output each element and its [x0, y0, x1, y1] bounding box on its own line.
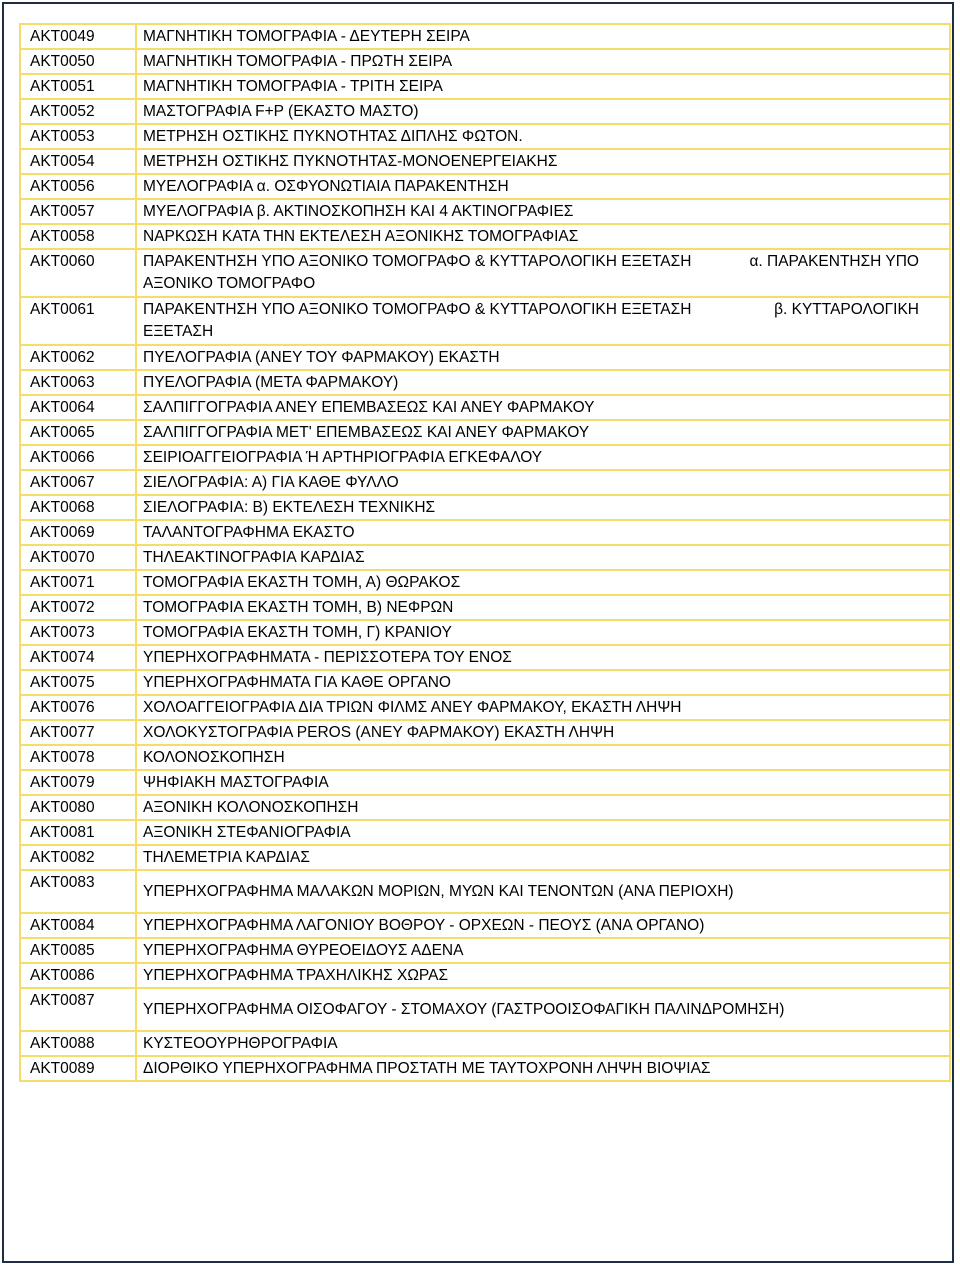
- exam-description-cell: ΜΑΓΝΗΤΙΚΗ ΤΟΜΟΓΡΑΦΙΑ - ΤΡΙΤΗ ΣΕΙΡΑ: [136, 74, 950, 99]
- table-row: [20, 820, 950, 845]
- exam-code-cell: ΑΚΤ0074: [20, 645, 136, 670]
- table-row: [20, 395, 950, 420]
- table-row: [20, 199, 950, 224]
- exam-description-continuation: ΕΞΕΤΑΣΗ: [143, 323, 214, 340]
- exam-code-cell: ΑΚΤ0073: [20, 620, 136, 645]
- exam-code-cell: ΑΚΤ0062: [20, 345, 136, 370]
- exam-description-cell: ΔΙΟΡΘΙΚΟ ΥΠΕΡΗΧΟΓΡΑΦΗΜΑ ΠΡΟΣΤΑΤΗ ΜΕ ΤΑΥΤΟΧΡΟΝΗ ΛΗΨΗ ΒΙΟΨΙΑΣ: [136, 1056, 950, 1081]
- exam-description-cell: ΜΑΣΤΟΓΡΑΦΙΑ F+P (ΕΚΑΣΤΟ ΜΑΣΤΟ): [136, 99, 950, 124]
- exam-description-cell: ΥΠΕΡΗΧΟΓΡΑΦΗΜΑ ΛΑΓΟΝΙΟΥ ΒΟΘΡΟΥ - ΟΡΧΕΩΝ - ΠΕΟΥΣ (ΑΝΑ ΟΡΓΑΝΟ): [136, 913, 950, 938]
- exam-code-cell: ΑΚΤ0072: [20, 595, 136, 620]
- table-row: [20, 224, 950, 249]
- exam-description-line: [143, 251, 949, 273]
- exam-description-cell: [136, 297, 950, 345]
- exam-code-cell: ΑΚΤ0063: [20, 370, 136, 395]
- exam-description-cell: ΤΟΜΟΓΡΑΦΙΑ ΕΚΑΣΤΗ ΤΟΜΗ, Β) ΝΕΦΡΩΝ: [136, 595, 950, 620]
- table-row: [20, 1031, 950, 1056]
- exam-description-cell: ΣΑΛΠΙΓΓΟΓΡΑΦΙΑ ΑΝΕΥ ΕΠΕΜΒΑΣΕΩΣ ΚΑΙ ΑΝΕΥ ΦΑΡΜΑΚΟΥ: [136, 395, 950, 420]
- exam-code-cell: ΑΚΤ0067: [20, 470, 136, 495]
- exam-code-cell: ΑΚΤ0052: [20, 99, 136, 124]
- table-row: [20, 420, 950, 445]
- exam-code-cell: ΑΚΤ0054: [20, 149, 136, 174]
- table-row: [20, 870, 950, 913]
- table-row: [20, 963, 950, 988]
- exam-code-cell: ΑΚΤ0078: [20, 745, 136, 770]
- exam-description-cell: ΣΙΕΛΟΓΡΑΦΙΑ: Α) ΓΙΑ ΚΑΘΕ ΦΥΛΛΟ: [136, 470, 950, 495]
- exam-code-cell: ΑΚΤ0068: [20, 495, 136, 520]
- exam-description-cell: ΥΠΕΡΗΧΟΓΡΑΦΗΜΑΤΑ - ΠΕΡΙΣΣΟΤΕΡΑ ΤΟΥ ΕΝΟΣ: [136, 645, 950, 670]
- exam-code-cell: ΑΚΤ0077: [20, 720, 136, 745]
- table-row: [20, 445, 950, 470]
- exam-code-cell: ΑΚΤ0075: [20, 670, 136, 695]
- exam-description-cell: ΥΠΕΡΗΧΟΓΡΑΦΗΜΑ ΟΙΣΟΦΑΓΟΥ - ΣΤΟΜΑΧΟΥ (ΓΑΣΤΡΟΟΙΣΟΦΑΓΙΚΗ ΠΑΛΙΝΔΡΟΜΗΣΗ): [136, 988, 950, 1031]
- exam-description-cell: ΝΑΡΚΩΣΗ ΚΑΤΑ ΤΗΝ ΕΚΤΕΛΕΣΗ ΑΞΟΝΙΚΗΣ ΤΟΜΟΓΡΑΦΙΑΣ: [136, 224, 950, 249]
- exam-code-cell: ΑΚΤ0060: [20, 249, 136, 297]
- exam-code-cell: ΑΚΤ0087: [20, 988, 136, 1031]
- exam-description-cell: ΣΙΕΛΟΓΡΑΦΙΑ: Β) ΕΚΤΕΛΕΣΗ ΤΕΧΝΙΚΗΣ: [136, 495, 950, 520]
- table-row: [20, 913, 950, 938]
- exam-description-continuation: ΑΞΟΝΙΚΟ ΤΟΜΟΓΡΑΦΟ: [143, 275, 316, 292]
- exam-code-cell: ΑΚΤ0061: [20, 297, 136, 345]
- exam-code-cell: ΑΚΤ0064: [20, 395, 136, 420]
- exam-code-cell: ΑΚΤ0066: [20, 445, 136, 470]
- table-row: [20, 845, 950, 870]
- exam-code-cell: ΑΚΤ0049: [20, 24, 136, 49]
- exam-description-suffix: β. ΚΥΤΤΑΡΟΛΟΓΙΚΗ: [774, 301, 919, 318]
- exam-description-suffix: α. ΠΑΡΑΚΕΝΤΗΣΗ ΥΠΟ: [749, 253, 919, 270]
- exam-description-cell: ΨΗΦΙΑΚΗ ΜΑΣΤΟΓΡΑΦΙΑ: [136, 770, 950, 795]
- exam-codes-table: [19, 23, 951, 1082]
- exam-code-cell: ΑΚΤ0070: [20, 545, 136, 570]
- exam-description-cell: ΠΥΕΛΟΓΡΑΦΙΑ (ΜΕΤΑ ΦΑΡΜΑΚΟΥ): [136, 370, 950, 395]
- exam-code-cell: ΑΚΤ0089: [20, 1056, 136, 1081]
- exam-description-cell: ΤΗΛΕΑΚΤΙΝΟΓΡΑΦΙΑ ΚΑΡΔΙΑΣ: [136, 545, 950, 570]
- exam-description-cell: ΜΑΓΝΗΤΙΚΗ ΤΟΜΟΓΡΑΦΙΑ - ΔΕΥΤΕΡΗ ΣΕΙΡΑ: [136, 24, 950, 49]
- exam-description-cell: ΥΠΕΡΗΧΟΓΡΑΦΗΜΑ ΘΥΡΕΟΕΙΔΟΥΣ ΑΔΕΝΑ: [136, 938, 950, 963]
- table-row: [20, 297, 950, 345]
- exam-description-cell: ΧΟΛΟΑΓΓΕΙΟΓΡΑΦΙΑ ΔΙΑ ΤΡΙΩΝ ΦΙΛΜΣ ΑΝΕΥ ΦΑΡΜΑΚΟΥ, ΕΚΑΣΤΗ ΛΗΨΗ: [136, 695, 950, 720]
- exam-description-cell: ΧΟΛΟΚΥΣΤΟΓΡΑΦΙΑ PEROS (ΑΝΕΥ ΦΑΡΜΑΚΟΥ) ΕΚΑΣΤΗ ΛΗΨΗ: [136, 720, 950, 745]
- table-row: [20, 24, 950, 49]
- exam-code-cell: ΑΚΤ0065: [20, 420, 136, 445]
- exam-codes-table-body: [20, 24, 950, 1081]
- table-row: [20, 695, 950, 720]
- exam-code-cell: ΑΚΤ0082: [20, 845, 136, 870]
- exam-description-main: ΠΑΡΑΚΕΝΤΗΣΗ ΥΠΟ ΑΞΟΝΙΚΟ ΤΟΜΟΓΡΑΦΟ & ΚΥΤΤΑΡΟΛΟΓΙΚΗ ΕΞΕΤΑΣΗ: [143, 301, 692, 318]
- exam-description-cell: ΤΟΜΟΓΡΑΦΙΑ ΕΚΑΣΤΗ ΤΟΜΗ, Γ) ΚΡΑΝΙΟΥ: [136, 620, 950, 645]
- table-row: [20, 670, 950, 695]
- exam-description-cell: ΜΑΓΝΗΤΙΚΗ ΤΟΜΟΓΡΑΦΙΑ - ΠΡΩΤΗ ΣΕΙΡΑ: [136, 49, 950, 74]
- exam-description-cell: ΣΕΙΡΙΟΑΓΓΕΙΟΓΡΑΦΙΑ Ή ΑΡΤΗΡΙΟΓΡΑΦΙΑ ΕΓΚΕΦΑΛΟΥ: [136, 445, 950, 470]
- table-row: [20, 370, 950, 395]
- exam-code-cell: ΑΚΤ0076: [20, 695, 136, 720]
- exam-description-cell: ΥΠΕΡΗΧΟΓΡΑΦΗΜΑ ΜΑΛΑΚΩΝ ΜΟΡΙΩΝ, ΜΥΩΝ ΚΑΙ ΤΕΝΟΝΤΩΝ (ΑΝΑ ΠΕΡΙΟΧΗ): [136, 870, 950, 913]
- table-row: [20, 520, 950, 545]
- table-row: [20, 174, 950, 199]
- exam-description-cell: ΜΥΕΛΟΓΡΑΦΙΑ α. ΟΣΦΥΟΝΩΤΙΑΙΑ ΠΑΡΑΚΕΝΤΗΣΗ: [136, 174, 950, 199]
- table-row: [20, 938, 950, 963]
- table-row: [20, 770, 950, 795]
- table-row: [20, 345, 950, 370]
- exam-code-cell: ΑΚΤ0071: [20, 570, 136, 595]
- exam-code-cell: ΑΚΤ0085: [20, 938, 136, 963]
- exam-description-cell: ΜΕΤΡΗΣΗ ΟΣΤΙΚΗΣ ΠΥΚΝΟΤΗΤΑΣ-ΜΟΝΟΕΝΕΡΓΕΙΑΚΗΣ: [136, 149, 950, 174]
- table-row: [20, 620, 950, 645]
- exam-code-cell: ΑΚΤ0058: [20, 224, 136, 249]
- table-row: [20, 49, 950, 74]
- exam-code-cell: ΑΚΤ0056: [20, 174, 136, 199]
- table-row: [20, 795, 950, 820]
- table-row: [20, 645, 950, 670]
- exam-description-cell: ΥΠΕΡΗΧΟΓΡΑΦΗΜΑΤΑ ΓΙΑ ΚΑΘΕ ΟΡΓΑΝΟ: [136, 670, 950, 695]
- exam-description-cell: ΑΞΟΝΙΚΗ ΚΟΛΟΝΟΣΚΟΠΗΣΗ: [136, 795, 950, 820]
- table-row: [20, 495, 950, 520]
- table-row: [20, 99, 950, 124]
- exam-code-cell: ΑΚΤ0057: [20, 199, 136, 224]
- exam-description-main: ΠΑΡΑΚΕΝΤΗΣΗ ΥΠΟ ΑΞΟΝΙΚΟ ΤΟΜΟΓΡΑΦΟ & ΚΥΤΤΑΡΟΛΟΓΙΚΗ ΕΞΕΤΑΣΗ: [143, 253, 692, 270]
- exam-description-cell: ΜΥΕΛΟΓΡΑΦΙΑ β. ΑΚΤΙΝΟΣΚΟΠΗΣΗ ΚΑΙ 4 ΑΚΤΙΝΟΓΡΑΦΙΕΣ: [136, 199, 950, 224]
- exam-code-cell: ΑΚΤ0086: [20, 963, 136, 988]
- exam-description-cell: ΚΥΣΤΕΟΟΥΡΗΘΡΟΓΡΑΦΙΑ: [136, 1031, 950, 1056]
- exam-code-cell: ΑΚΤ0051: [20, 74, 136, 99]
- exam-code-cell: ΑΚΤ0053: [20, 124, 136, 149]
- table-row: [20, 124, 950, 149]
- exam-description-cell: ΑΞΟΝΙΚΗ ΣΤΕΦΑΝΙΟΓΡΑΦΙΑ: [136, 820, 950, 845]
- table-row: [20, 470, 950, 495]
- table-row: [20, 570, 950, 595]
- exam-code-cell: ΑΚΤ0083: [20, 870, 136, 913]
- table-row: [20, 988, 950, 1031]
- exam-code-cell: ΑΚΤ0088: [20, 1031, 136, 1056]
- exam-description-line: [143, 299, 949, 321]
- table-row: [20, 74, 950, 99]
- exam-description-cell: ΤΟΜΟΓΡΑΦΙΑ ΕΚΑΣΤΗ ΤΟΜΗ, Α) ΘΩΡΑΚΟΣ: [136, 570, 950, 595]
- exam-description-cell: ΤΑΛΑΝΤΟΓΡΑΦΗΜΑ ΕΚΑΣΤΟ: [136, 520, 950, 545]
- exam-description-cell: ΜΕΤΡΗΣΗ ΟΣΤΙΚΗΣ ΠΥΚΝΟΤΗΤΑΣ ΔΙΠΛΗΣ ΦΩΤΟΝ.: [136, 124, 950, 149]
- exam-description-cell: ΣΑΛΠΙΓΓΟΓΡΑΦΙΑ ΜΕΤ' ΕΠΕΜΒΑΣΕΩΣ ΚΑΙ ΑΝΕΥ ΦΑΡΜΑΚΟΥ: [136, 420, 950, 445]
- table-row: [20, 745, 950, 770]
- exam-code-cell: ΑΚΤ0084: [20, 913, 136, 938]
- exam-code-cell: ΑΚΤ0081: [20, 820, 136, 845]
- table-row: [20, 595, 950, 620]
- exam-code-cell: ΑΚΤ0079: [20, 770, 136, 795]
- exam-code-cell: ΑΚΤ0050: [20, 49, 136, 74]
- exam-description-cell: ΠΥΕΛΟΓΡΑΦΙΑ (ΑΝΕΥ ΤΟΥ ΦΑΡΜΑΚΟΥ) ΕΚΑΣΤΗ: [136, 345, 950, 370]
- table-row: [20, 149, 950, 174]
- exam-code-cell: ΑΚΤ0080: [20, 795, 136, 820]
- exam-codes-table-container: [19, 23, 949, 1082]
- table-row: [20, 1056, 950, 1081]
- table-row: [20, 545, 950, 570]
- exam-description-cell: ΚΟΛΟΝΟΣΚΟΠΗΣΗ: [136, 745, 950, 770]
- table-row: [20, 249, 950, 297]
- exam-description-cell: ΥΠΕΡΗΧΟΓΡΑΦΗΜΑ ΤΡΑΧΗΛΙΚΗΣ ΧΩΡΑΣ: [136, 963, 950, 988]
- exam-code-cell: ΑΚΤ0069: [20, 520, 136, 545]
- exam-description-cell: ΤΗΛΕΜΕΤΡΙΑ ΚΑΡΔΙΑΣ: [136, 845, 950, 870]
- exam-description-cell: [136, 249, 950, 297]
- table-row: [20, 720, 950, 745]
